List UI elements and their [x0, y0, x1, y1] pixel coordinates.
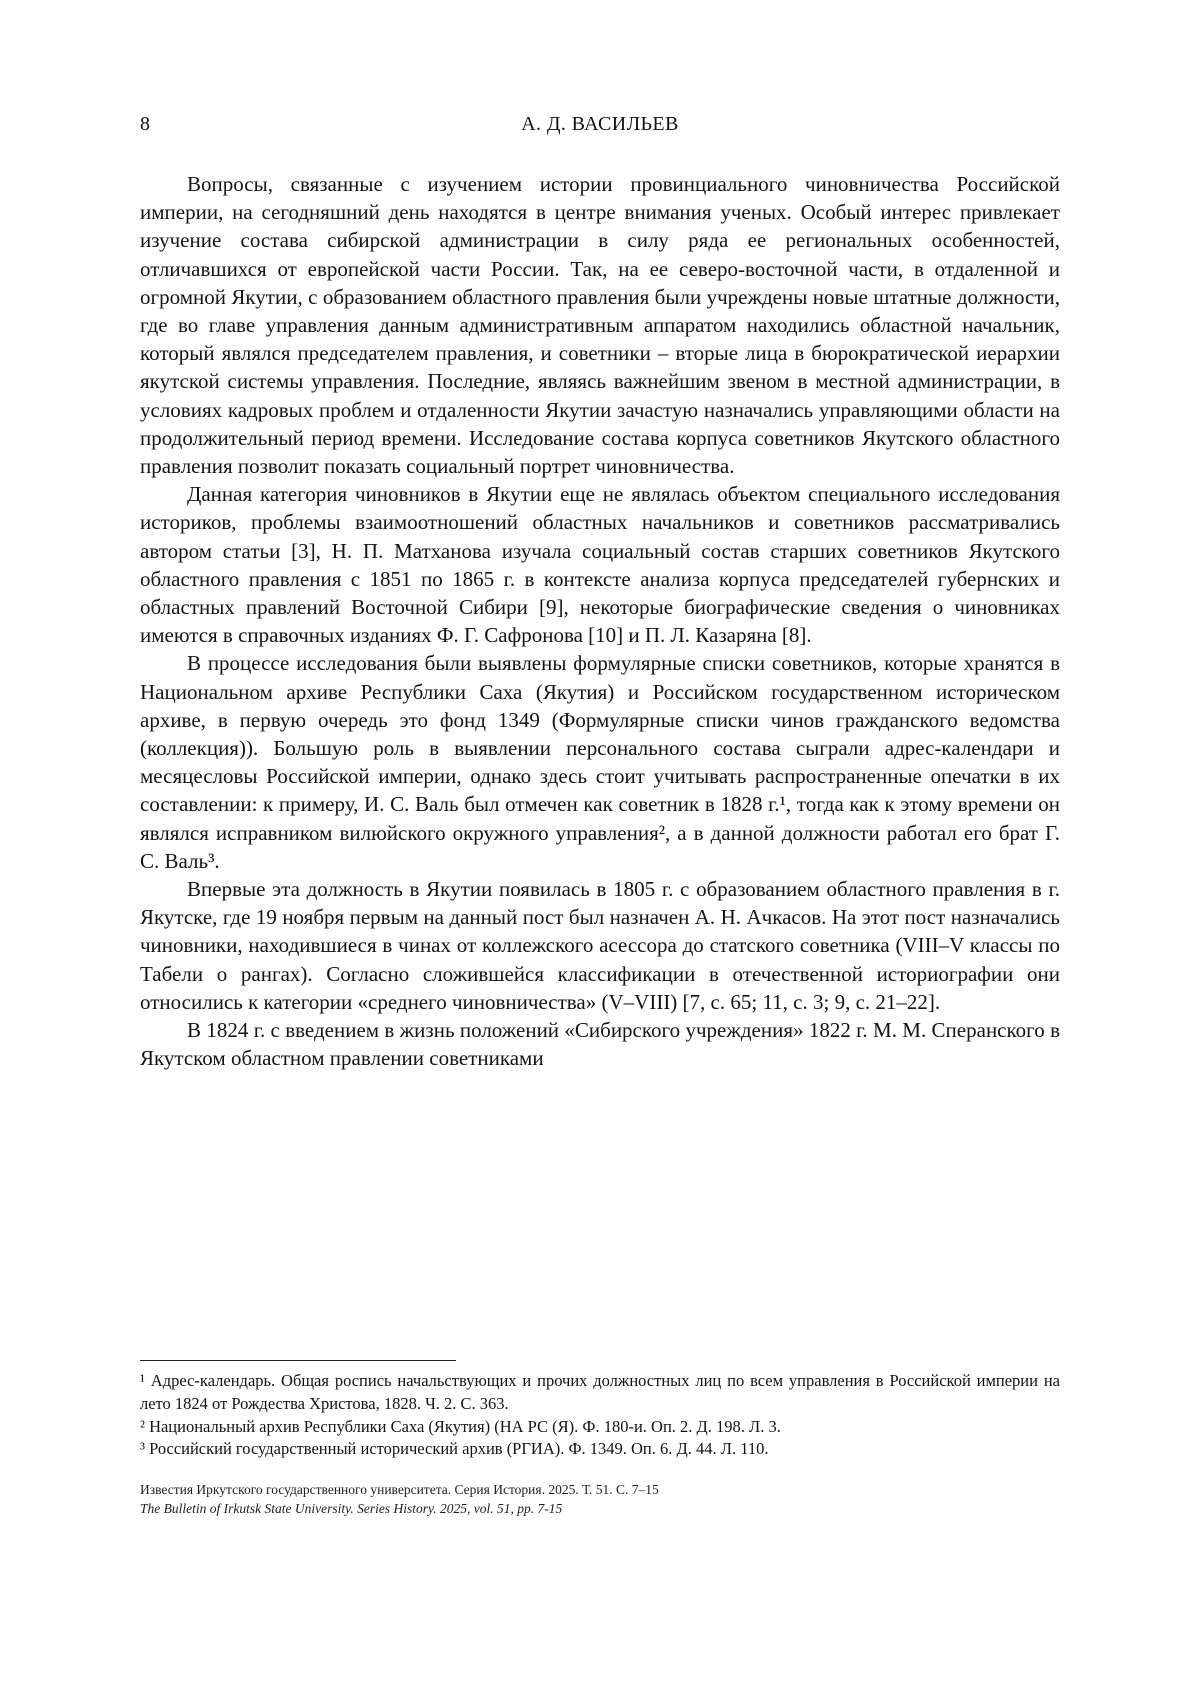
paragraph-1: Вопросы, связанные с изучением истории провинциального чиновничества Российской империи, на сегодняшний день находятся в центре внимания ученых. Особый интерес привлекает изучение состава сибирской администрации в силу ряда ее региональных особенностей, отличавшихся от европейской части России. Так, на ее северо-восточной части, в отдаленной и огромной Якутии, с образованием областного правления были учреждены новые штатные должности, где во главе управления данным административным аппаратом находились областной начальник, который являлся председателем правления, и советники – вторые лица в бюрократической иерархии якутской системы управления. Последние, являясь важнейшим звеном в местной администрации, в условиях кадровых проблем и отдаленности Якутии зачастую назначались управляющими области на продолжительный период времени. Исследование состава корпуса советников Якутского областного правления позволит показать социальный портрет чиновничества. — [140, 172, 1060, 479]
paragraph-4: Впервые эта должность в Якутии появилась в 1805 г. с образованием областного правления в г. Якутске, где 19 ноября первым на данный пост был назначен А. Н. Ачкасов. На этот пост назначались чиновники, находившиеся в чинах от коллежского асессора до статского советника (VIII–V классы по Табели о рангах). Согласно сложившейся классификации в отечественной историографии они относились к категории «среднего чиновничества» (V–VIII) [7, с. 65; 11, с. 3; 9, с. 21–22]. — [140, 877, 1060, 1014]
article-body — [140, 170, 1060, 1073]
page-number: 8 — [140, 113, 150, 135]
page-footer — [140, 1480, 1060, 1518]
footer-citation-ru: Известия Иркутского государственного университета. Серия История. 2025. Т. 51. С. 7–15 — [140, 1482, 659, 1497]
footnote-3: ³ Российский государственный исторический архив (РГИА). Ф. 1349. Оп. 6. Д. 44. Л. 110. — [140, 1439, 769, 1459]
page-header — [140, 112, 1060, 136]
running-head-author: А. Д. ВАСИЛЬЕВ — [521, 113, 679, 135]
footnotes — [140, 1370, 1060, 1461]
footnote-1: ¹ Адрес-календарь. Общая роспись начальствующих и прочих должностных лиц по всем управления в Российской империи на лето 1824 от Рождества Христова, 1828. Ч. 2. С. 363. — [140, 1371, 1060, 1413]
footnote-area — [140, 1360, 1060, 1461]
paragraph-5: В 1824 г. с введением в жизнь положений «Сибирского учреждения» 1822 г. М. М. Сперанского в Якутском областном правлении советниками — [140, 1018, 1060, 1071]
paragraph-2: Данная категория чиновников в Якутии еще не являлась объектом специального исследования историков, проблемы взаимоотношений областных начальников и советников рассматривались автором статьи [3], Н. П. Матханова изучала социальный состав старших советников Якутского областного правления с 1851 по 1865 г. в контексте анализа корпуса председателей губернских и областных правлений Восточной Сибири [9], некоторые биографические сведения о чиновниках имеются в справочных изданиях Ф. Г. Сафронова [10] и П. Л. Казаряна [8]. — [140, 482, 1060, 648]
footnote-2: ² Национальный архив Республики Саха (Якутия) (НА РС (Я). Ф. 180-и. Оп. 2. Д. 198. Л. 3. — [140, 1416, 781, 1436]
paragraph-3: В процессе исследования были выявлены формулярные списки советников, которые хранятся в Национальном архиве Республики Саха (Якутия) и Российском государственном историческом архиве, в первую очередь это фонд 1349 (Формулярные списки чинов гражданского ведомства (коллекция)). Большую роль в выявлении персонального состава сыграли адрес-календари и месяцесловы Российской империи, однако здесь стоит учитывать распространенные опечатки в их составлении: к примеру, И. С. Валь был отмечен как советник в 1828 г.¹, тогда как к этому времени он являлся исправником вилюйского окружного управления², а в данной должности работал его брат Г. С. Валь³. — [140, 651, 1060, 873]
footnote-divider — [140, 1360, 456, 1361]
footer-citation-en: The Bulletin of Irkutsk State University. Series History. 2025, vol. 51, pp. 7-15 — [140, 1501, 563, 1516]
